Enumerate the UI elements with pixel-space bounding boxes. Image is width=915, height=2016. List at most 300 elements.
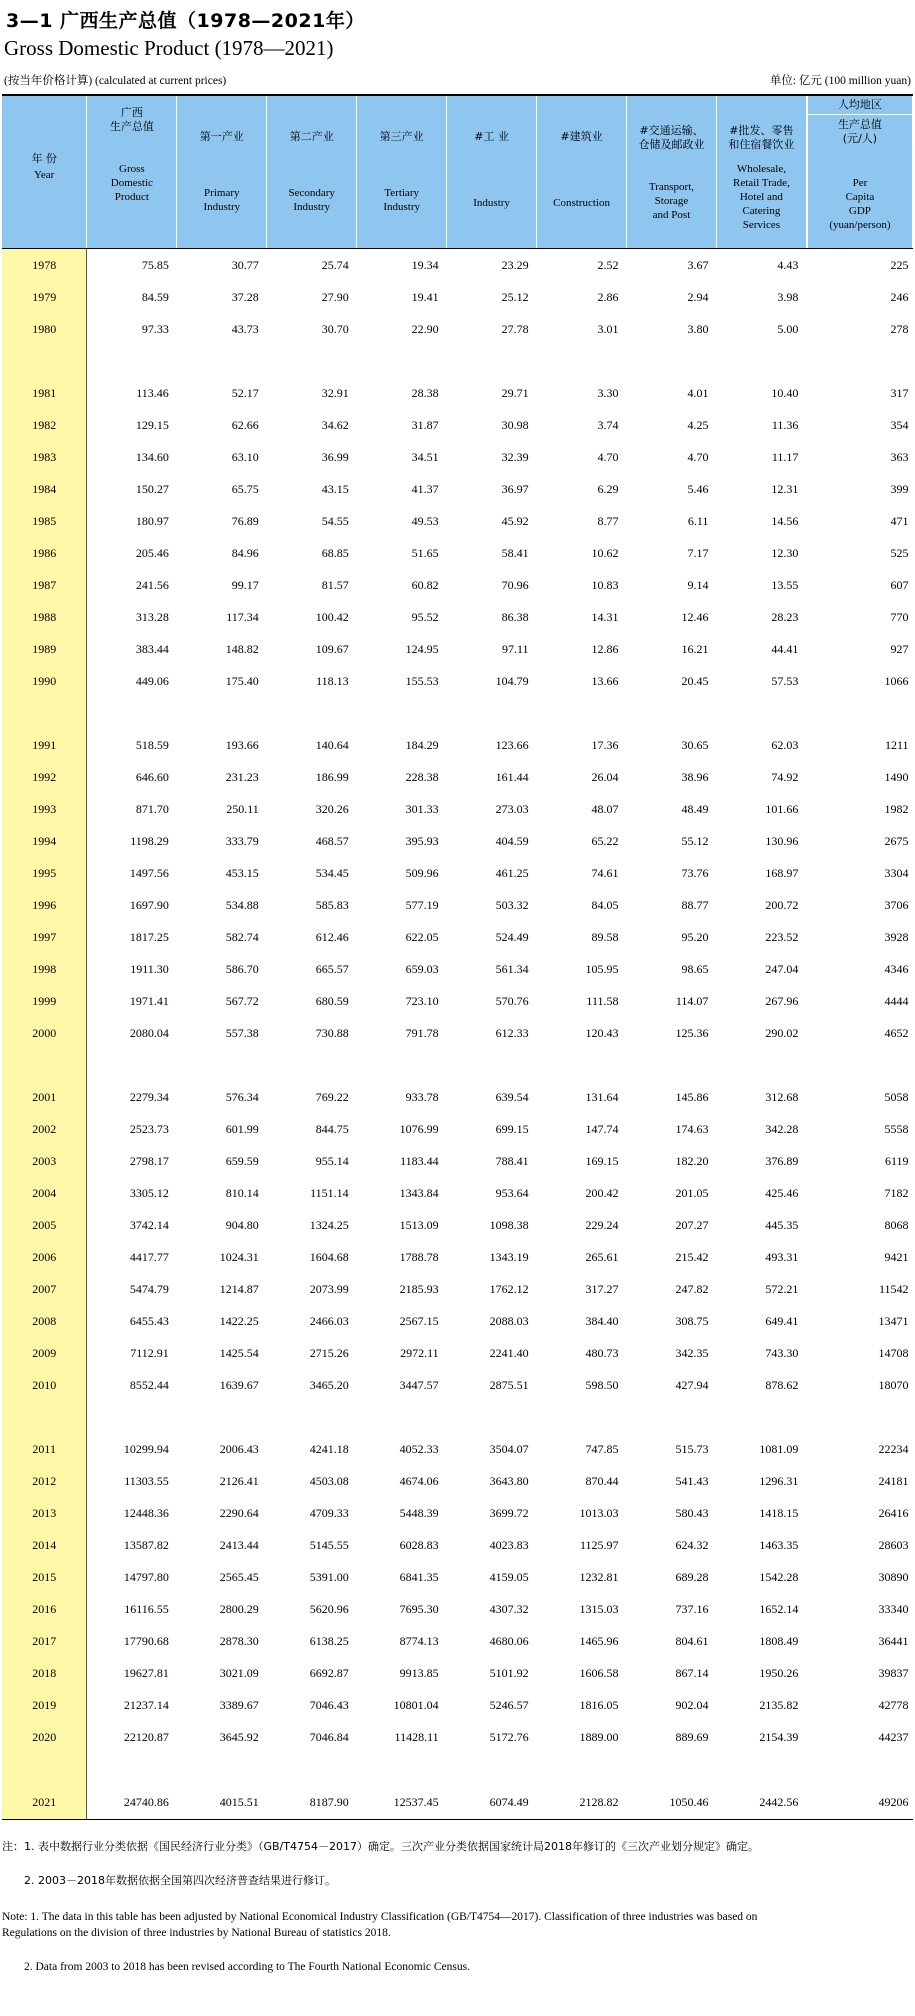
value-cell: 2.94 [687, 289, 709, 304]
value-cell: 25.12 [501, 289, 529, 304]
value-cell: 1343.19 [489, 1249, 529, 1264]
value-cell: 19.41 [411, 289, 439, 304]
year-cell: 2000 [2, 1017, 87, 1049]
value-cell: 65.22 [591, 833, 619, 848]
value-cell: 7046.84 [309, 1729, 349, 1744]
value-cell: 29.71 [501, 385, 529, 400]
value-cell: 3.01 [597, 321, 619, 336]
value-cell: 395.93 [405, 833, 439, 848]
group-spacer-row [2, 1753, 913, 1785]
value-cell: 4241.18 [309, 1441, 349, 1456]
table-row [2, 1369, 913, 1401]
value-cell: 927 [890, 641, 909, 656]
year-cell: 2008 [2, 1305, 87, 1337]
table-row [2, 1433, 913, 1465]
value-cell: 120.43 [585, 1025, 619, 1040]
value-cell: 228.38 [405, 769, 439, 784]
value-cell: 4.01 [687, 385, 709, 400]
value-cell: 1490 [884, 769, 909, 784]
table-row [2, 1113, 913, 1145]
header-wholesale-en: Wholesale, Retail Trade, Hotel and Catering Services [732, 163, 790, 231]
value-cell: 5391.00 [309, 1569, 349, 1584]
value-cell: 113.46 [136, 385, 169, 400]
value-cell: 74.92 [771, 769, 799, 784]
value-cell: 791.78 [405, 1025, 439, 1040]
value-cell: 6.29 [597, 481, 619, 496]
year-cell: 1991 [2, 729, 87, 761]
value-cell: 1125.97 [579, 1537, 619, 1552]
value-cell: 109.67 [315, 641, 349, 656]
header-primary [177, 95, 267, 249]
value-cell: 1762.12 [489, 1281, 529, 1296]
value-cell: 1911.30 [130, 961, 169, 976]
year-cell: 2010 [2, 1369, 87, 1401]
value-cell: 2675 [884, 833, 909, 848]
value-cell: 2279.34 [129, 1089, 169, 1104]
value-cell: 3643.80 [489, 1473, 529, 1488]
table-row [2, 825, 913, 857]
footnote-cn-2: 2. 2003－2018年数据依据全国第四次经济普查结果进行修订。 [24, 1874, 336, 1887]
table-row [2, 793, 913, 825]
value-cell: 62.66 [231, 417, 259, 432]
value-cell: 76.89 [231, 513, 259, 528]
table-row [2, 1177, 913, 1209]
value-cell: 26.04 [591, 769, 619, 784]
value-cell: 5145.55 [309, 1537, 349, 1552]
value-cell: 493.31 [765, 1249, 799, 1264]
value-cell: 14.56 [771, 513, 799, 528]
year-cell: 1980 [2, 313, 87, 345]
value-cell: 140.64 [315, 737, 349, 752]
header-transport-cn: #交通运输、 仓储及邮政业 [638, 124, 705, 151]
value-cell: 2466.03 [309, 1313, 349, 1328]
value-cell: 200.72 [765, 897, 799, 912]
value-cell: 24740.86 [87, 1785, 177, 1820]
header-year-en: Year [34, 169, 55, 181]
value-cell: 30.65 [681, 737, 709, 752]
value-cell: 22.90 [411, 321, 439, 336]
spacer-cell [357, 1049, 447, 1081]
value-cell: 1652.14 [759, 1601, 799, 1616]
footnote-en-1b: Regulations on the division of three industries by National Bureau of statistics 2018. [2, 1927, 391, 1939]
value-cell: 86.38 [501, 609, 529, 624]
value-cell: 55.12 [681, 833, 709, 848]
table-row [2, 569, 913, 601]
value-cell: 13.55 [771, 577, 799, 592]
price-basis-note: (按当年价格计算) (calculated at current prices) [4, 75, 227, 87]
value-cell: 769.22 [315, 1089, 349, 1104]
value-cell: 134.60 [135, 449, 169, 464]
value-cell: 6455.43 [129, 1313, 169, 1328]
value-cell: 6028.83 [399, 1537, 439, 1552]
value-cell: 810.14 [225, 1185, 259, 1200]
year-cell: 1997 [2, 921, 87, 953]
value-cell: 4.25 [687, 417, 709, 432]
value-cell: 730.88 [315, 1025, 349, 1040]
spacer-cell [537, 345, 627, 377]
table-body [2, 249, 913, 1820]
value-cell: 129.15 [135, 417, 169, 432]
value-cell: 25.74 [321, 257, 349, 272]
value-cell: 646.60 [135, 769, 169, 784]
value-cell: 312.68 [765, 1089, 799, 1104]
group-spacer-row [2, 697, 913, 729]
spacer-cell [177, 697, 267, 729]
spacer-cell [716, 1753, 806, 1785]
value-cell: 933.78 [405, 1089, 439, 1104]
value-cell: 5172.76 [489, 1729, 529, 1744]
header-transport [627, 95, 717, 249]
value-cell: 8.77 [597, 513, 619, 528]
value-cell: 4307.32 [489, 1601, 529, 1616]
value-cell: 1606.58 [579, 1665, 619, 1680]
spacer-cell [267, 1401, 357, 1433]
year-cell: 1992 [2, 761, 87, 793]
value-cell: 38.96 [681, 769, 709, 784]
value-cell: 98.65 [681, 961, 709, 976]
value-cell: 4159.05 [489, 1569, 529, 1584]
value-cell: 4.70 [597, 449, 619, 464]
value-cell: 28.23 [771, 609, 799, 624]
value-cell: 723.10 [405, 993, 439, 1008]
value-cell: 22120.87 [123, 1729, 169, 1744]
table-row [2, 953, 913, 985]
value-cell: 534.88 [225, 897, 259, 912]
table-row [2, 1497, 913, 1529]
value-cell: 1639.67 [219, 1377, 259, 1392]
value-cell: 23.29 [501, 257, 529, 272]
header-tertiary-cn: 第三产业 [379, 130, 424, 143]
value-cell: 2442.56 [716, 1785, 806, 1820]
value-cell: 36.97 [501, 481, 529, 496]
value-cell: 10.40 [771, 385, 799, 400]
value-cell: 384.40 [585, 1313, 619, 1328]
value-cell: 105.95 [585, 961, 619, 976]
value-cell: 88.77 [681, 897, 709, 912]
value-cell: 6841.35 [399, 1569, 439, 1584]
spacer-year-cell [2, 1401, 87, 1433]
value-cell: 246 [890, 289, 909, 304]
value-cell: 804.61 [675, 1633, 709, 1648]
value-cell: 6138.25 [309, 1633, 349, 1648]
spacer-cell [267, 345, 357, 377]
value-cell: 95.52 [411, 609, 439, 624]
value-cell: 1081.09 [759, 1441, 799, 1456]
value-cell: 16.21 [681, 641, 709, 656]
table-row [2, 1657, 913, 1689]
value-cell: 342.28 [765, 1121, 799, 1136]
value-cell: 1604.68 [309, 1249, 349, 1264]
spacer-cell [87, 697, 177, 729]
table-row [2, 1273, 913, 1305]
value-cell: 3.80 [687, 321, 709, 336]
value-cell: 48.49 [681, 801, 709, 816]
table-row [2, 377, 913, 409]
value-cell: 2135.82 [759, 1697, 799, 1712]
year-cell: 2018 [2, 1657, 87, 1689]
value-cell: 28603 [878, 1537, 909, 1552]
header-gdp-en: Gross Domestic Product [110, 163, 153, 203]
value-cell: 4680.06 [489, 1633, 529, 1648]
value-cell: 131.64 [585, 1089, 619, 1104]
value-cell: 577.19 [405, 897, 439, 912]
value-cell: 509.96 [405, 865, 439, 880]
value-cell: 902.04 [675, 1697, 709, 1712]
year-cell: 2006 [2, 1241, 87, 1273]
table-row [2, 1689, 913, 1721]
value-cell: 10299.94 [123, 1441, 169, 1456]
year-cell: 1987 [2, 569, 87, 601]
value-cell: 3447.57 [399, 1377, 439, 1392]
value-cell: 84.96 [231, 545, 259, 560]
value-cell: 81.57 [321, 577, 349, 592]
value-cell: 572.21 [765, 1281, 799, 1296]
value-cell: 16116.55 [124, 1601, 169, 1616]
value-cell: 54.55 [321, 513, 349, 528]
value-cell: 4023.83 [489, 1537, 529, 1552]
value-cell: 1183.44 [400, 1153, 439, 1168]
value-cell: 878.62 [765, 1377, 799, 1392]
header-construction-en: Construction [553, 197, 610, 209]
year-cell: 2003 [2, 1145, 87, 1177]
value-cell: 557.38 [225, 1025, 259, 1040]
value-cell: 7182 [884, 1185, 909, 1200]
year-cell: 2015 [2, 1561, 87, 1593]
value-cell: 19.34 [411, 257, 439, 272]
value-cell: 100.42 [315, 609, 349, 624]
value-cell: 5.00 [777, 321, 799, 336]
value-cell: 2798.17 [129, 1153, 169, 1168]
value-cell: 26416 [878, 1505, 909, 1520]
value-cell: 1151.14 [310, 1185, 349, 1200]
value-cell: 193.66 [225, 737, 259, 752]
value-cell: 33340 [878, 1601, 909, 1616]
year-cell: 2009 [2, 1337, 87, 1369]
value-cell: 57.53 [771, 673, 799, 688]
value-cell: 34.62 [321, 417, 349, 432]
value-cell: 186.99 [315, 769, 349, 784]
header-percapita [806, 95, 912, 249]
value-cell: 1808.49 [759, 1633, 799, 1648]
value-cell: 541.43 [675, 1473, 709, 1488]
value-cell: 175.40 [225, 673, 259, 688]
value-cell: 11303.55 [124, 1473, 169, 1488]
value-cell: 585.83 [315, 897, 349, 912]
value-cell: 10.62 [591, 545, 619, 560]
value-cell: 95.20 [681, 929, 709, 944]
value-cell: 201.05 [675, 1185, 709, 1200]
value-cell: 22234 [878, 1441, 909, 1456]
table-row [2, 1561, 913, 1593]
value-cell: 2878.30 [219, 1633, 259, 1648]
value-cell: 6074.49 [447, 1785, 537, 1820]
value-cell: 12537.45 [357, 1785, 447, 1820]
value-cell: 3.98 [777, 289, 799, 304]
table-row [2, 633, 913, 665]
value-cell: 1098.38 [489, 1217, 529, 1232]
value-cell: 743.30 [765, 1345, 799, 1360]
value-cell: 8187.90 [267, 1785, 357, 1820]
value-cell: 17.36 [591, 737, 619, 752]
value-cell: 953.64 [495, 1185, 529, 1200]
value-cell: 624.32 [675, 1537, 709, 1552]
year-cell: 2020 [2, 1721, 87, 1753]
spacer-cell [357, 1753, 447, 1785]
value-cell: 1465.96 [579, 1633, 619, 1648]
value-cell: 20.45 [681, 673, 709, 688]
year-cell: 1978 [2, 249, 87, 282]
value-cell: 3742.14 [129, 1217, 169, 1232]
value-cell: 265.61 [585, 1249, 619, 1264]
year-cell: 1984 [2, 473, 87, 505]
value-cell: 12448.36 [123, 1505, 169, 1520]
spacer-cell [447, 345, 537, 377]
value-cell: 48.07 [591, 801, 619, 816]
value-cell: 870.44 [585, 1473, 619, 1488]
value-cell: 1425.54 [219, 1345, 259, 1360]
spacer-cell [627, 345, 717, 377]
spacer-cell [537, 697, 627, 729]
gdp-table-container [2, 94, 913, 1820]
value-cell: 4346 [884, 961, 909, 976]
footnote-en-2: 2. Data from 2003 to 2018 has been revised according to The Fourth National Economic Census. [24, 1961, 470, 1973]
value-cell: 34.51 [411, 449, 439, 464]
value-cell: 904.80 [225, 1217, 259, 1232]
value-cell: 37.28 [231, 289, 259, 304]
header-primary-en: Primary Industry [203, 187, 241, 213]
value-cell: 425.46 [765, 1185, 799, 1200]
spacer-cell [357, 1401, 447, 1433]
value-cell: 130.96 [765, 833, 799, 848]
year-cell: 2007 [2, 1273, 87, 1305]
value-cell: 39837 [878, 1665, 909, 1680]
value-cell: 30.70 [321, 321, 349, 336]
value-cell: 11.36 [771, 417, 799, 432]
value-cell: 449.06 [135, 673, 169, 688]
value-cell: 247.82 [675, 1281, 709, 1296]
spacer-cell [627, 1049, 717, 1081]
value-cell: 5448.39 [399, 1505, 439, 1520]
value-cell: 1497.56 [129, 865, 169, 880]
spacer-cell [627, 1401, 717, 1433]
value-cell: 36.99 [321, 449, 349, 464]
table-row [2, 1145, 913, 1177]
value-cell: 250.11 [226, 801, 259, 816]
value-cell: 147.74 [585, 1121, 619, 1136]
value-cell: 376.89 [765, 1153, 799, 1168]
header-industry-cn: #工 业 [474, 130, 509, 143]
value-cell: 44237 [878, 1729, 909, 1744]
value-cell: 955.14 [315, 1153, 349, 1168]
value-cell: 2523.73 [129, 1121, 169, 1136]
value-cell: 9913.85 [399, 1665, 439, 1680]
year-cell: 2019 [2, 1689, 87, 1721]
value-cell: 278 [890, 321, 909, 336]
value-cell: 60.82 [411, 577, 439, 592]
value-cell: 404.59 [495, 833, 529, 848]
table-row [2, 665, 913, 697]
group-spacer-row [2, 1401, 913, 1433]
value-cell: 12.30 [771, 545, 799, 560]
value-cell: 30890 [878, 1569, 909, 1584]
value-cell: 30.77 [231, 257, 259, 272]
value-cell: 612.46 [315, 929, 349, 944]
spacer-cell [87, 1753, 177, 1785]
value-cell: 3928 [884, 929, 909, 944]
year-cell: 1989 [2, 633, 87, 665]
unit-note: 单位: 亿元 (100 million yuan) [769, 75, 911, 87]
year-cell: 1985 [2, 505, 87, 537]
value-cell: 2080.04 [129, 1025, 169, 1040]
spacer-cell [806, 345, 912, 377]
value-cell: 125.36 [675, 1025, 709, 1040]
value-cell: 89.58 [591, 929, 619, 944]
value-cell: 2128.82 [537, 1785, 627, 1820]
value-cell: 6119 [884, 1153, 909, 1168]
value-cell: 607 [890, 577, 909, 592]
value-cell: 524.49 [495, 929, 529, 944]
value-cell: 14.31 [591, 609, 619, 624]
year-cell: 1986 [2, 537, 87, 569]
value-cell: 3021.09 [219, 1665, 259, 1680]
value-cell: 5474.79 [129, 1281, 169, 1296]
table-row [2, 1017, 913, 1049]
value-cell: 2006.43 [219, 1441, 259, 1456]
header-industry [447, 95, 537, 249]
value-cell: 2567.15 [399, 1313, 439, 1328]
value-cell: 231.23 [225, 769, 259, 784]
value-cell: 17790.68 [123, 1633, 169, 1648]
value-cell: 561.34 [495, 961, 529, 976]
value-cell: 124.95 [405, 641, 439, 656]
year-cell: 2014 [2, 1529, 87, 1561]
value-cell: 5620.96 [309, 1601, 349, 1616]
value-cell: 383.44 [135, 641, 169, 656]
value-cell: 8774.13 [399, 1633, 439, 1648]
header-year-cn: 年 份 [31, 152, 57, 165]
value-cell: 3389.67 [219, 1697, 259, 1712]
value-cell: 215.42 [675, 1249, 709, 1264]
value-cell: 2241.40 [489, 1345, 529, 1360]
table-row [2, 1241, 913, 1273]
value-cell: 788.41 [495, 1153, 529, 1168]
value-cell: 200.42 [585, 1185, 619, 1200]
value-cell: 576.34 [225, 1089, 259, 1104]
year-cell: 1995 [2, 857, 87, 889]
value-cell: 7046.43 [309, 1697, 349, 1712]
value-cell: 586.70 [225, 961, 259, 976]
table-row [2, 1593, 913, 1625]
year-cell: 1998 [2, 953, 87, 985]
value-cell: 11428.11 [394, 1729, 439, 1744]
value-cell: 31.87 [411, 417, 439, 432]
value-cell: 1232.81 [579, 1569, 619, 1584]
spacer-cell [716, 345, 806, 377]
value-cell: 747.85 [585, 1441, 619, 1456]
group-spacer-row [2, 1049, 913, 1081]
value-cell: 44.41 [771, 641, 799, 656]
table-row [2, 761, 913, 793]
footnote-en-1a: Note: 1. The data in this table has been adjusted by National Economical Industry Classification (GB/T4754—2017). Classification of three industries was based on [2, 1911, 758, 1923]
value-cell: 169.15 [585, 1153, 619, 1168]
spacer-cell [357, 697, 447, 729]
value-cell: 3304 [884, 865, 909, 880]
header-secondary-en: Secondary Industry [288, 187, 335, 213]
spacer-cell [87, 345, 177, 377]
value-cell: 42778 [878, 1697, 909, 1712]
value-cell: 51.65 [411, 545, 439, 560]
value-cell: 84.59 [141, 289, 169, 304]
